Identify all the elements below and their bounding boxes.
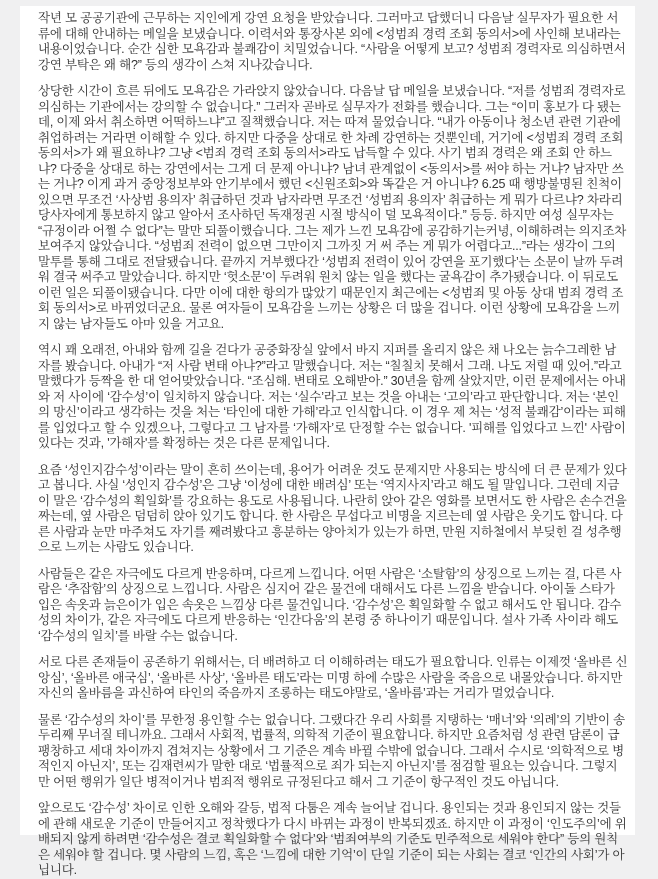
paragraph-7: 물론 ‘감수성의 차이’를 무한정 용인할 수는 없습니다. 그랬다간 우리 사회를 지탱하는 ‘매너’와 ‘의례’의 기반이 송두리째 무너질 테니까요. 그래서 사회적, 법률적, 의학적 기준이 필요합니다. 하지만 요즘처럼 성 관련 담론이 급팽창하고 세대 차이까지 겹쳐지는 상황에서 그 기준은 계속 바뀔 수밖에 없습니다. 그래서 수시로 ‘의학적으로 병적인지 아닌지’, 또는 김재련씨가 말한 대로 ‘법률적으로 죄가 되는지 아닌지’를 점검할 필요는 있습니다. 그렇지만 어떤 행위가 일단 병적이거나 범죄적 행위로 규정된다고 해서 그 기준이 항구적인 것도 아닙니다. — [38, 712, 626, 789]
paragraph-6: 서로 다른 존재들이 공존하기 위해서는, 더 배려하고 더 이해하려는 태도가 필요합니다. 인류는 이제껏 ‘올바른 신앙심’, ‘올바른 애국심’, ‘올바른 사상’, ‘올바른 태도’라는 미명 하에 수많은 사람을 죽음으로 내몰았습니다. 하지만 자신의 올바름을 과신하여 타인의 죽음까지 조롱하는 태도야말로, ‘올바름’과는 거리가 멀었습니다. — [38, 655, 628, 700]
paragraph-1: 작년 모 공공기관에 근무하는 지인에게 강연 요청을 받았습니다. 그러마고 답했더니 다음날 실무자가 필요한 서류에 대해 안내하는 메일을 보냈습니다. 이력서와 통장사본 외에 <성범죄 경력 조회 동의서>에 사인해 보내라는 내용이었습니다. 순간 심한 모욕감과 불쾌감이 치밀었습니다. “사람을 어떻게 보고? 성범죄 경력자로 의심하면서 강연 부탁은 왜 해?” 등의 생각이 스쳐 지나갔습니다. — [38, 11, 626, 72]
paragraph-4: 요즘 ‘성인지감수성’이라는 말이 흔히 쓰이는데, 용어가 어려운 것도 문제지만 사용되는 방식에 더 큰 문제가 있다고 봅니다. 사실 ‘성인지 감수성’은 그냥 ‘이성에 대한 배려심’ 또는 ‘역지사지’라고 해도 될 말입니다. 그런데 지금 이 말은 ‘감수성의 획일화’를 강요하는 용도로 사용됩니다. 나란히 앉아 같은 영화를 보면서도 한 사람은 손수건을 짜는데, 옆 사람은 덤덤히 앉아 있기도 합니다. 한 사람은 무섭다고 비명을 지르는데 옆 사람은 웃기도 합니다. 다른 사람과 눈만 마주쳐도 자기를 째려봤다고 흥분하는 양아치가 있는가 하면, 만원 지하철에서 부딪힌 걸 성추행으로 느끼는 사람도 있습니다. — [38, 462, 627, 554]
article-content — [20, 6, 635, 877]
paragraph-5: 사람들은 같은 자극에도 다르게 반응하며, 다르게 느낍니다. 어떤 사람은 ‘소탈함’의 상징으로 느끼는 걸, 다른 사람은 ‘추잡함’의 상징으로 느낍니다. 사람은 심지어 같은 물건에 대해서도 다른 느낌을 받습니다. 아이돌 스타가 입은 속옷과 늙은이가 입은 속옷은 느낌상 다른 물건입니다. ‘감수성’은 획일화할 수 없고 해서도 안 됩니다. 감수성의 차이가, 같은 자극에도 다르게 반응하는 ‘인간다움’의 본령 중 하나이기 때문입니다. 설사 가족 사이라 해도 ‘감수성의 일치’를 바랄 수는 없습니다. — [38, 566, 622, 643]
paragraph-8: 앞으로도 ‘감수성’ 차이로 인한 오해와 갈등, 법적 다툼은 계속 늘어날 겁니다. 용인되는 것과 용인되지 않는 것들에 관해 새로운 기준이 만들어지고 정착했다가 다시 바뀌는 과정이 반복되겠죠. 하지만 이 과정이 ‘인도주의’에 위배되지 않게 하려면 ‘감수성은 결코 획일화할 수 없다’와 ‘범죄여부의 기준도 민주적으로 세워야 한다” 등의 원칙은 세워야 할 겁니다. 몇 사람의 느낌, 혹은 ‘느낌에 대한 기억’이 단일 기준이 되는 사회는 결코 ‘인간의 사회’가 아닙니다. — [38, 801, 627, 877]
article-body — [38, 11, 628, 879]
paragraph-3: 역시 꽤 오래전, 아내와 함께 길을 걷다가 공중화장실 앞에서 바지 지퍼를 올리지 않은 채 나오는 늙수그레한 남자를 봤습니다. 아내가 “저 사람 변태 아냐?”라고 말했습니다. 저는 “칠칠치 못해서 그래. 나도 저럴 때 있어.”라고 말했다가 등짝을 한 대 얻어맞았습니다. “조심해. 변태로 오해받아.” 30년을 함께 살았지만, 이런 문제에서는 아내와 저 사이에 ‘감수성’이 일치하지 않습니다. 저는 ‘실수’라고 보는 것을 아내는 ‘고의’라고 판단합니다. 저는 ‘본인의 망신’이라고 생각하는 것을 처는 ‘타인에 대한 가해’라고 인식합니다. 이 경우 제 처는 ‘성적 불쾌감’이라는 피해를 입었다고 할 수 있겠으나, 그렇다고 그 남자를 ‘가해자’로 단정할 수는 없습니다. '피해를 입었다고 느낀' 사람이 있다는 것과, '가해자'를 확정하는 것은 다른 문제입니다. — [38, 343, 626, 450]
paragraph-2: 상당한 시간이 흐른 뒤에도 모욕감은 가라앉지 않았습니다. 다음날 답 메일을 보냈습니다. “저를 성범죄 경력자로 의심하는 기관에서는 강의할 수 없습니다.” 그러자 곧바로 실무자가 전화를 했습니다. 그는 “이미 홍보가 다 됐는데, 이제 와서 취소하면 어떡하느냐”고 질책했습니다. 저는 따져 물었습니다. “내가 아동이나 청소년 관련 기관에 취업하려는 거라면 이해할 수 있다. 하지만 다중을 상대로 한 차례 강연하는 것뿐인데, 거기에 <성범죄 경력 조회 동의서>가 왜 필요하냐? 그냥 <범죄 경력 조회 동의서>라도 납득할 수 있다. 사기 범죄 경력은 왜 조회 안 하느냐? 다중을 상대로 하는 강연에서는 그게 더 문제 아니냐? 남녀 관계없이 <동의서>를 써야 하는 거냐? 남자만 쓰는 거냐? 이게 과거 중앙정보부와 안기부에서 했던 <신원조회>와 똑같은 거 아니냐? 6.25 때 행방불명된 친척이 있으면 무조건 ‘사상범 용의자’ 취급하던 것과 남자라면 무조건 ‘성범죄 용의자’ 취급하는 게 뭐가 다르냐? 차라리 당사자에게 통보하지 않고 알아서 조사하던 독재정권 시절 방식이 덜 모욕적이다.” 등등. 하지만 여성 실무자는 “규정이라 어쩔 수 없다”는 말만 되풀이했습니다. 그는 제가 느낀 모욕감에 공감하기는커녕, 이해하려는 의지조차 보여주지 않았습니다. “성범죄 전력이 없으면 그만이지 그까짓 거 써 주는 게 뭐가 어렵다고...”라는 생각이 그의 말투를 통해 그대로 전달됐습니다. 끝까지 거부했다간 ‘성범죄 전력이 있어 강연을 포기했다’는 소문이 날까 두려워 결국 써주고 말았습니다. 하지만 ‘헛소문’이 두려워 원치 않는 일을 했다는 굴욕감이 추가됐습니다. 이 뒤로도 이런 일은 되풀이됐습니다. 다만 이에 대한 항의가 많았기 때문인지 최근에는 <성범죄 및 아동 상대 범죄 경력 조회 동의서>로 바뀌었더군요. 물론 여자들이 모욕감을 느끼는 상황은 더 많을 겁니다. 이런 상황에 모욕감을 느끼지 않는 남자들도 아마 있을 거고요. — [38, 84, 627, 331]
